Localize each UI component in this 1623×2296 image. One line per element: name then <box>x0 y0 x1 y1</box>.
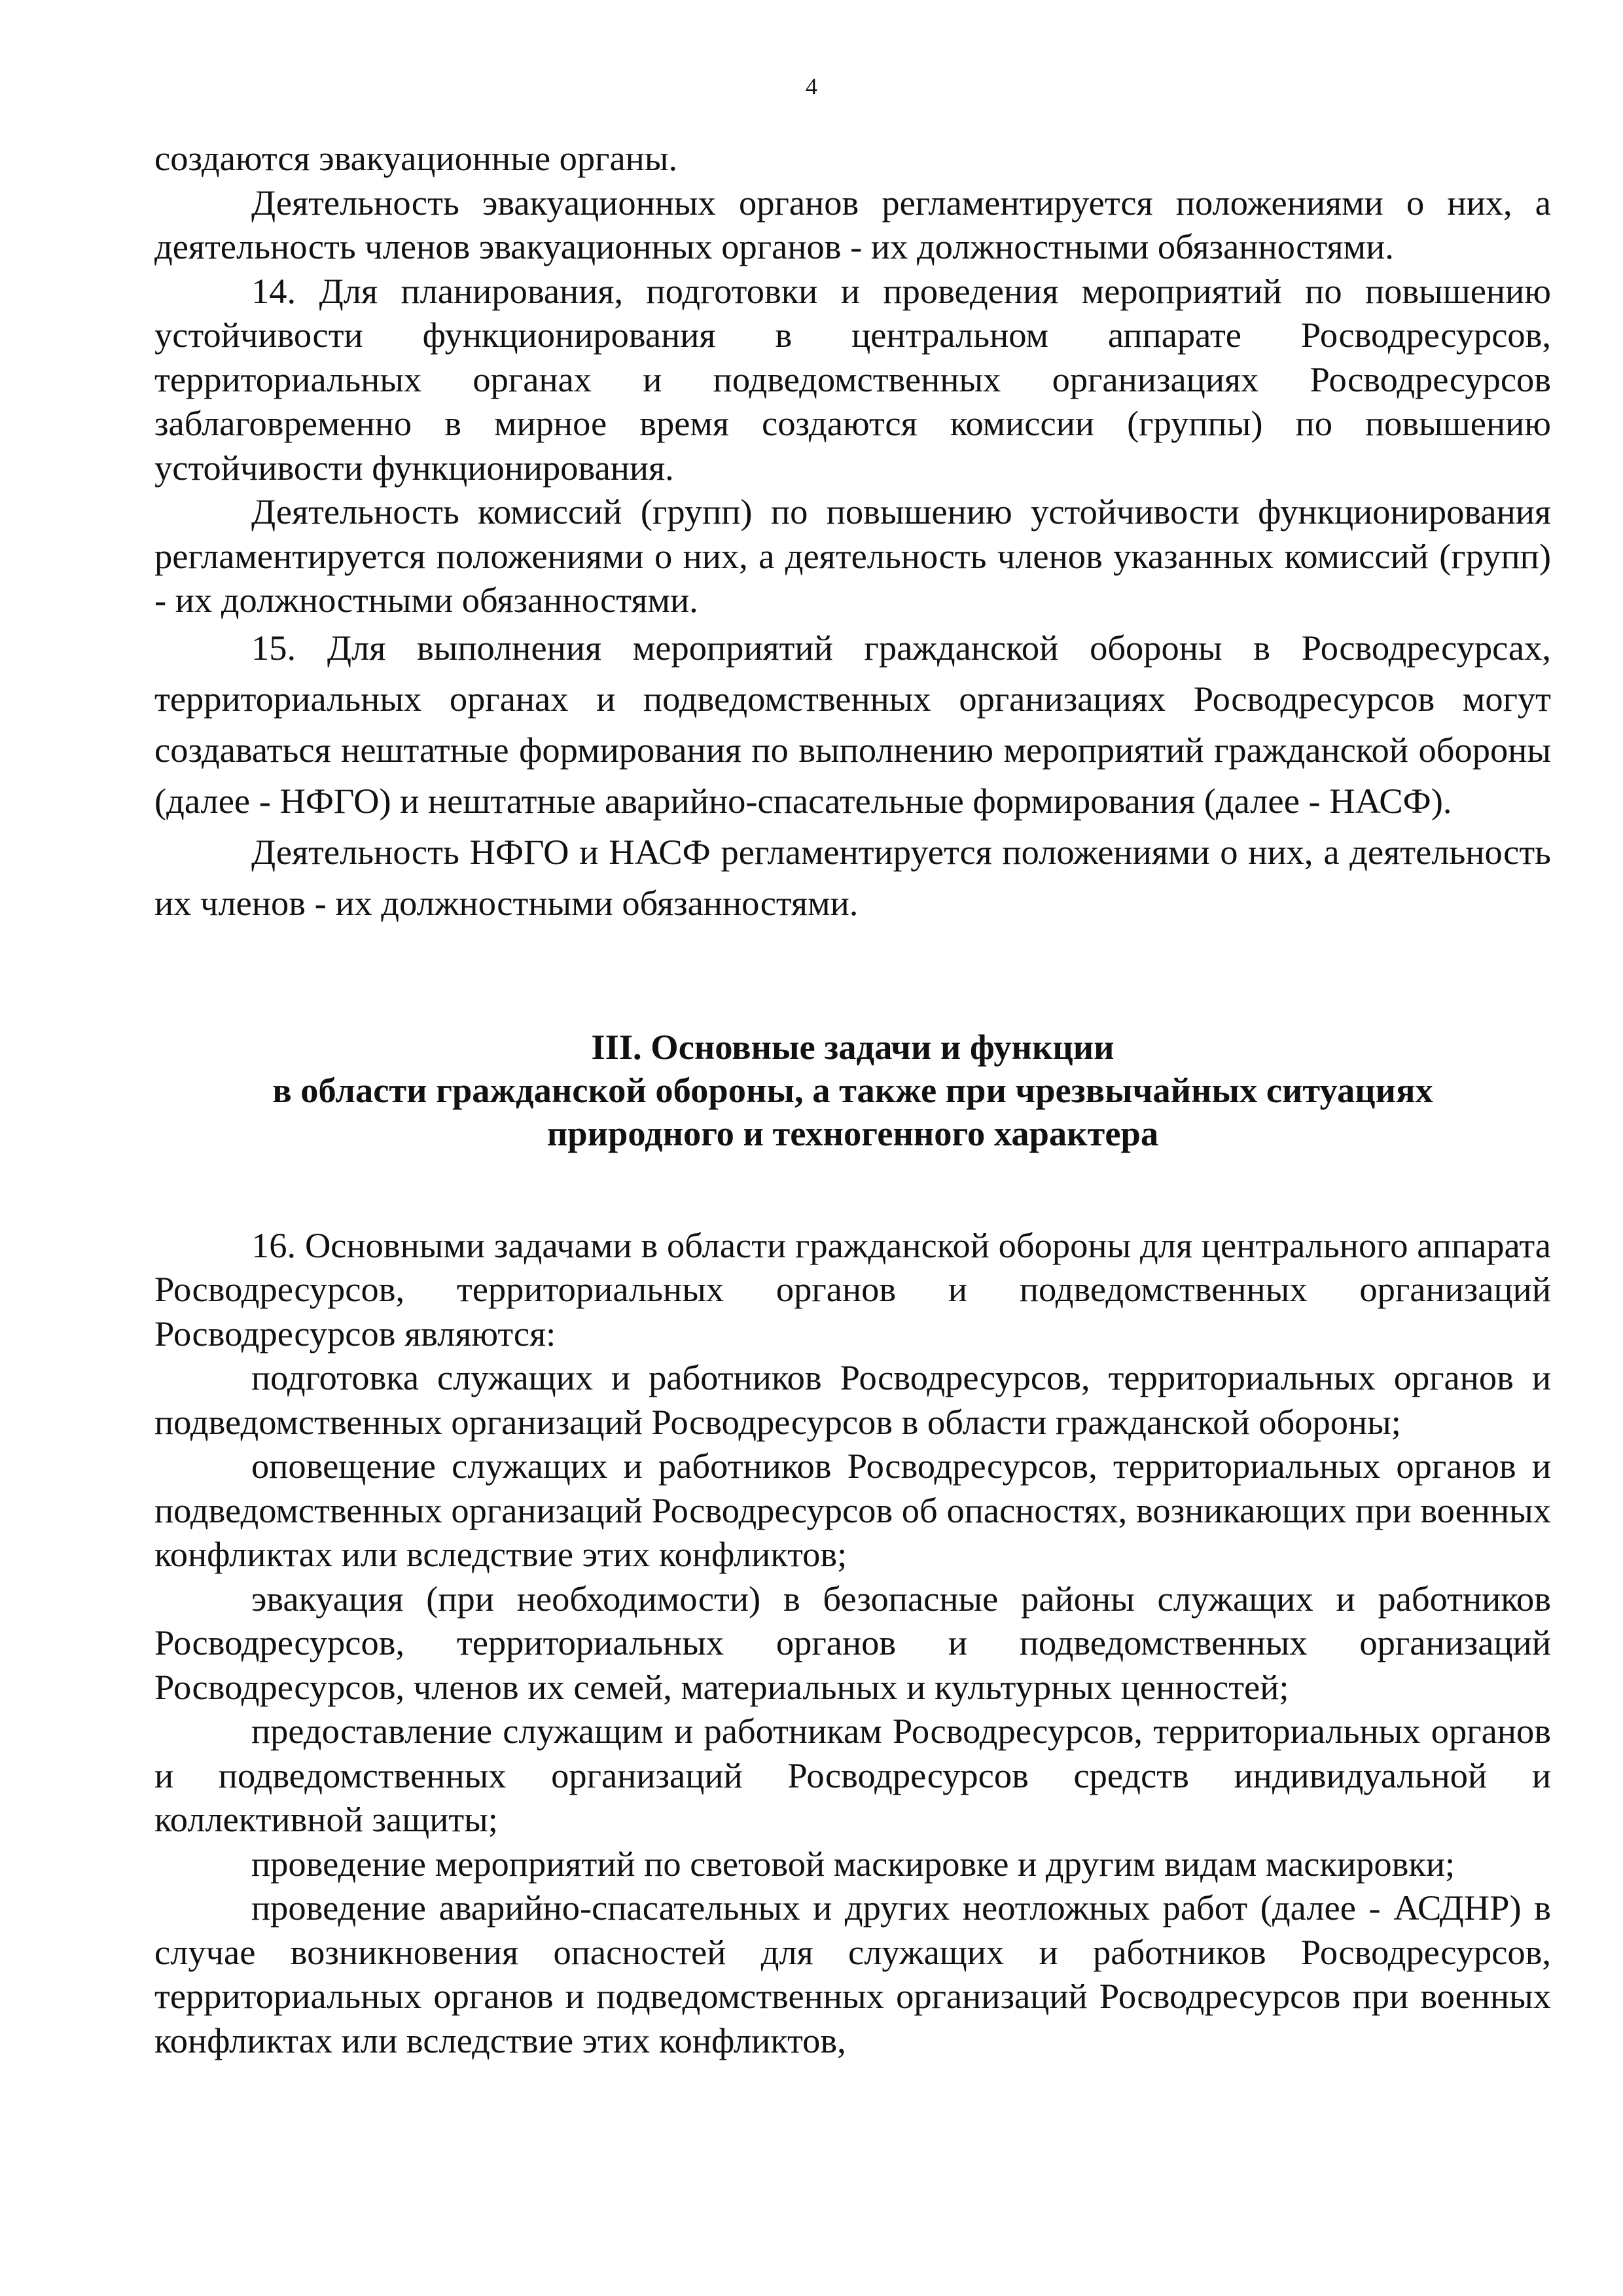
paragraph: 15. Для выполнения мероприятий гражданской обороны в Росводресурсах, территориальных органах и подведомственных организациях Росводресурсов могут создаваться нештатные формирования по выполнению мероприятий гражданской обороны (далее - НФГО) и нештатные аварийно-спасательные формирования (далее - НАСФ). <box>154 627 1551 821</box>
paragraph: создаются эвакуационные органы. <box>154 138 678 178</box>
paragraph: проведение аварийно-спасательных и других неотложных работ (далее - АСДНР) в случае возникновения опасностей для служащих и работников Росводресурсов, территориальных органов и подведомственных организаций Росводресурсов при военных конфликтах или вследствие этих конфликтов, <box>154 1888 1551 2060</box>
paragraph: подготовка служащих и работников Росводресурсов, территориальных органов и подведомственных организаций Росводресурсов в области гражданской обороны; <box>154 1357 1551 1442</box>
page-number: 4 <box>806 73 817 99</box>
paragraph: проведение мероприятий по световой маскировке и другим видам маскировки; <box>251 1843 1455 1884</box>
document-body <box>154 136 1551 2062</box>
paragraph: 16. Основными задачами в области гражданской обороны для центрального аппарата Росводресурсов, территориальных органов и подведомственных организаций Росводресурсов являются: <box>154 1225 1551 1354</box>
paragraph: Деятельность НФГО и НАСФ регламентируется положениями о них, а деятельность их членов - их должностными обязанностями. <box>154 831 1551 923</box>
section-heading-line: в области гражданской обороны, а также при чрезвычайных ситуациях <box>272 1069 1433 1110</box>
section-heading-line: III. Основные задачи и функции <box>591 1026 1115 1067</box>
section-spacer <box>154 929 1551 1026</box>
paragraph: эвакуация (при необходимости) в безопасные районы служащих и работников Росводресурсов, территориальных органов и подведомственных организаций Росводресурсов, членов их семей, материальных и культурных ценностей; <box>154 1578 1551 1707</box>
heading-spacer <box>154 1155 1551 1223</box>
section-heading <box>154 1026 1551 1155</box>
section-heading-line: природного и техногенного характера <box>546 1113 1159 1153</box>
paragraph: оповещение служащих и работников Росводресурсов, территориальных органов и подведомственных организаций Росводресурсов об опасностях, возникающих при военных конфликтах или вследствие этих конфликтов; <box>154 1446 1551 1574</box>
paragraph: предоставление служащим и работникам Росводресурсов, территориальных органов и подведомственных организаций Росводресурсов средств индивидуальной и коллективной защиты; <box>154 1711 1551 1839</box>
paragraph: 14. Для планирования, подготовки и проведения мероприятий по повышению устойчивости функционирования в центральном аппарате Росводресурсов, территориальных органах и подведомственных организациях Росводресурсов заблаговременно в мирное время создаются комиссии (группы) по повышению устойчивости функционирования. <box>154 270 1551 488</box>
paragraph: Деятельность эвакуационных органов регламентируется положениями о них, а деятельность членов эвакуационных органов - их должностными обязанностями. <box>154 182 1551 266</box>
paragraph: Деятельность комиссий (групп) по повышению устойчивости функционирования регламентируется положениями о них, а деятельность членов указанных комиссий (групп) - их должностными обязанностями. <box>154 492 1551 620</box>
